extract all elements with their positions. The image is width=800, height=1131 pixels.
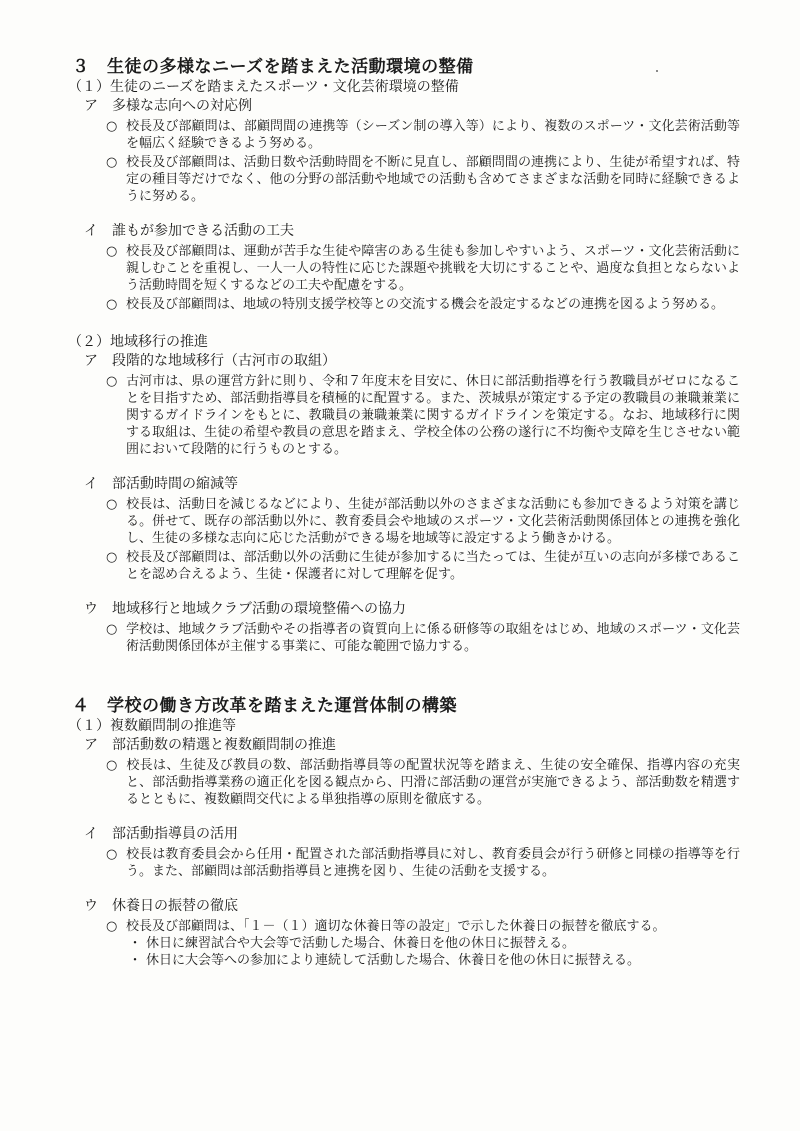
paragraph: ○ 学校は、地域クラブ活動やその指導者の資質向上に係る研修等の取組をはじめ、地域のスポーツ・文化芸術活動関係団体が主催する事業に、可能な範囲で協力する。 [106,622,740,654]
scan-speck [656,70,658,72]
paragraph: ○ 校長は、生徒及び教員の数、部活動指導員等の配置状況等を踏まえ、生徒の安全確保、指導内容の充実と、部活動指導業務の適正化を図る観点から、円滑に部活動の運営が実施できるよう、部活動数を精選するとともに、複数顧問交代による単独指導の原則を徹底する。 [106,758,740,807]
section-3-2-heading: （２）地域移行の推進 [68,334,208,350]
section-3-1-heading: （１）生徒のニーズを踏まえたスポーツ・文化芸術環境の整備 [68,79,459,95]
item-4-1-a-heading: ア 部活動数の精選と複数顧問制の推進 [84,737,336,753]
item-3-2-a-heading: ア 段階的な地域移行（古河市の取組） [84,353,336,369]
section-4-title: ４ 学校の働き方改革を踏まえた運営体制の構築 [72,696,457,716]
paragraph: ○ 校長及び部顧問は、「１－（１）適切な休養日等の設定」で示した休養日の振替を徹底する。 [106,919,666,934]
item-3-2-i-heading: イ 部活動時間の縮減等 [84,476,238,492]
bullet-item: ・ 休日に大会等への参加により連続して活動した場合、休養日を他の休日に振替える。 [128,953,641,968]
bullet-item: ・ 休日に練習試合や大会等で活動した場合、休養日を他の休日に振替える。 [128,936,576,951]
paragraph: ○ 校長は教育委員会から任用・配置された部活動指導員に対し、教育委員会が行う研修と同様の指導等を行う。また、部顧問は部活動指導員と連携を図り、生徒の活動を支援する。 [106,847,740,879]
section-4-1-heading: （１）複数顧問制の推進等 [68,718,236,734]
paragraph: ○ 校長及び部顧問は、部活動以外の活動に生徒が参加するに当たっては、生徒が互いの志向が多様であることを認め合えるよう、生徒・保護者に対して理解を促す。 [106,550,740,582]
item-3-1-a-heading: ア 多様な志向への対応例 [84,98,252,114]
section-3-title: ３ 生徒の多様なニーズを踏まえた活動環境の整備 [72,57,474,77]
item-3-1-i-heading: イ 誰もが参加できる活動の工夫 [84,223,294,239]
paragraph: ○ 校長及び部顧問は、部顧問間の連携等（シーズン制の導入等）により、複数のスポーツ・文化芸術活動等を幅広く経験できるよう努める。 [106,119,740,151]
paragraph: ○ 校長及び部顧問は、運動が苦手な生徒や障害のある生徒も参加しやすいよう、スポーツ・文化芸術活動に親しむことを重視し、一人一人の特性に応じた課題や挑戦を大切にすることや、過度な負担とならないよう活動時間を短くするなどの工夫や配慮をする。 [106,244,740,293]
paragraph: ○ 校長は、活動日を減じるなどにより、生徒が部活動以外のさまざまな活動にも参加できるよう対策を講じる。併せて、既存の部活動以外に、教育委員会や地域のスポーツ・文化芸術活動関係団体との連携を強化し、生徒の多様な志向に応じた活動ができる場を地域等に設定するよう働きかける。 [106,497,740,546]
paragraph: ○ 校長及び部顧問は、地域の特別支援学校等との交流する機会を設定するなどの連携を図るよう努める。 [106,297,725,312]
item-4-1-u-heading: ウ 休養日の振替の徹底 [84,898,238,914]
item-4-1-i-heading: イ 部活動指導員の活用 [84,826,238,842]
item-3-2-u-heading: ウ 地域移行と地域クラブ活動の環境整備への協力 [84,601,406,617]
paragraph: ○ 校長及び部顧問は、活動日数や活動時間を不断に見直し、部顧問間の連携により、生徒が希望すれば、特定の種目等だけでなく、他の分野の部活動や地域での活動も含めてさまざまな活動を同時に経験できるように努める。 [106,155,740,204]
paragraph: ○ 古河市は、県の運営方針に則り、令和７年度末を目安に、休日に部活動指導を行う教職員がゼロになることを目指すため、部活動指導員を積極的に配置する。また、茨城県が策定する予定の教職員の兼職兼業に関するガイドラインをもとに、教職員の兼職兼業に関するガイドラインを策定する。なお、地域移行に関する取組は、生徒の希望や教員の意思を踏まえ、学校全体の公務の遂行に不均衡や支障を生じさせない範囲において段階的に行うものとする。 [106,374,740,457]
